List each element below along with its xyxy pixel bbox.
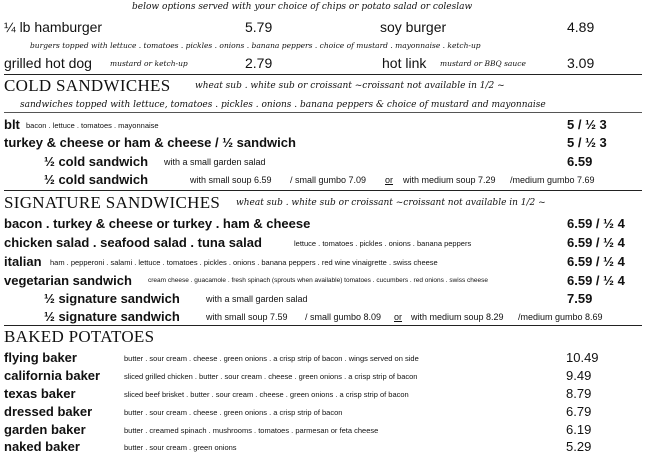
or-label: or [394,312,403,322]
soy-burger-name: soy burger [380,19,447,35]
menu-item-name: ½ cold sandwich [44,172,149,187]
cold-bread-options: wheat sub . white sub or croissant ~croissant not available in 1/2 ~ [195,81,505,91]
menu-item-name: ½ cold sandwich [44,154,149,169]
soy-burger-price: 4.89 [567,19,595,35]
section-divider [4,190,642,191]
small-soup-price: with small soup 6.59 [190,175,272,185]
menu-item-price: 5.29 [566,439,592,454]
menu-item-desc: with a small garden salad [206,294,308,304]
section-divider [4,325,642,326]
section-divider [4,74,642,75]
cold-toppings-note: sandwiches topped with lettuce, tomatoes . pickles . onions . banana peppers & choice of mustard and mayonnaise [20,100,546,110]
menu-item-price: 6.79 [566,404,592,419]
hot-dog-desc: mustard or ketch-up [110,59,188,68]
menu-item-price: 5 / ½ 3 [567,135,607,150]
menu-item-price: 6.59 / ½ 4 [567,235,625,250]
menu-item-price: 6.59 [567,154,593,169]
menu-item-name: ½ signature sandwich [44,309,180,324]
menu-item-name: california baker [4,368,101,383]
medium-soup-price: with medium soup 7.29 [403,175,496,185]
menu-item-name: naked baker [4,439,80,454]
menu-item-name: italian [4,254,42,269]
menu-item-name: flying baker [4,350,77,365]
menu-item-price: 7.59 [567,291,593,306]
menu-item-price: 10.49 [566,350,599,365]
menu-item-name: texas baker [4,386,76,401]
menu-item-desc: lettuce . tomatoes . pickles . onions . banana peppers [294,239,472,248]
cold-sandwiches-title: COLD SANDWICHES [4,76,171,95]
menu-item-price: 8.79 [566,386,592,401]
or-label: or [385,175,394,185]
small-gumbo-price: / small gumbo 7.09 [290,175,367,185]
hot-link-price: 3.09 [567,55,595,71]
menu-item-name: ½ signature sandwich [44,291,180,306]
menu-item-desc: cream cheese . guacamole . fresh spinach (sprouts when available) tomatoes . cucumbers . red onions . swiss cheese [148,277,488,284]
menu-item-desc: with a small garden salad [164,157,266,167]
menu-item-price: 5 / ½ 3 [567,117,607,132]
menu-item-desc: sliced beef brisket . butter . sour cream . cheese . green onions . a crisp strip of bacon [124,390,409,399]
menu-item-name: garden baker [4,422,86,437]
hot-dog-name: grilled hot dog [4,55,92,71]
signature-bread-options: wheat sub . white sub or croissant ~croissant not available in 1/2 ~ [236,198,546,208]
hot-link-name: hot link [382,55,427,71]
medium-gumbo-price: /medium gumbo 8.69 [518,312,603,322]
hamburger-name: ¼ lb hamburger [4,19,103,35]
sides-note: below options served with your choice of chips or potato salad or coleslaw [132,2,473,12]
hamburger-price: 5.79 [245,19,273,35]
menu-item-price: 9.49 [566,368,592,383]
menu-item-desc: bacon . lettuce . tomatoes . mayonnaise [26,121,159,130]
menu-item-name: blt [4,117,20,132]
medium-soup-price: with medium soup 8.29 [411,312,504,322]
menu-item-desc: butter . sour cream . green onions [124,443,237,452]
menu-item-price: 6.59 / ½ 4 [567,254,625,269]
menu-item-name: chicken salad . seafood salad . tuna salad [4,235,262,250]
menu-item-desc: butter . sour cream . cheese . green onions . a crisp strip of bacon . wings served on side [124,354,419,363]
menu-item-name: vegetarian sandwich [4,273,132,288]
menu-item-price: 6.19 [566,422,592,437]
menu-item-name: dressed baker [4,404,93,419]
hot-dog-price: 2.79 [245,55,273,71]
small-gumbo-price: / small gumbo 8.09 [305,312,382,322]
burger-toppings-note: burgers topped with lettuce . tomatoes . pickles . onions . banana peppers . choice of mustard . mayonnaise . ketch-up [30,41,481,50]
medium-gumbo-price: /medium gumbo 7.69 [510,175,595,185]
menu-item-desc: ham . pepperoni . salami . lettuce . tomatoes . pickles . onions . banana peppers . red wine vinaigrette . swiss cheese [50,258,438,267]
small-soup-price: with small soup 7.59 [206,312,288,322]
menu-item-name: turkey & cheese or ham & cheese / ½ sandwich [4,135,296,150]
menu-item-desc: butter . creamed spinach . mushrooms . tomatoes . parmesan or feta cheese [124,426,379,435]
menu-item-price: 6.59 / ½ 4 [567,273,625,288]
hot-link-desc: mustard or BBQ sauce [440,59,526,68]
menu-item-desc: sliced grilled chicken . butter . sour cream . cheese . green onions . a crisp strip of bacon [124,372,418,381]
menu-item-name: bacon . turkey & cheese or turkey . ham & cheese [4,216,311,231]
signature-sandwiches-title: SIGNATURE SANDWICHES [4,193,221,212]
menu-item-desc: butter . sour cream . cheese . green onions . a crisp strip of bacon [124,408,343,417]
menu-item-price: 6.59 / ½ 4 [567,216,625,231]
baked-potatoes-title: BAKED POTATOES [4,327,155,346]
section-divider [4,112,642,113]
